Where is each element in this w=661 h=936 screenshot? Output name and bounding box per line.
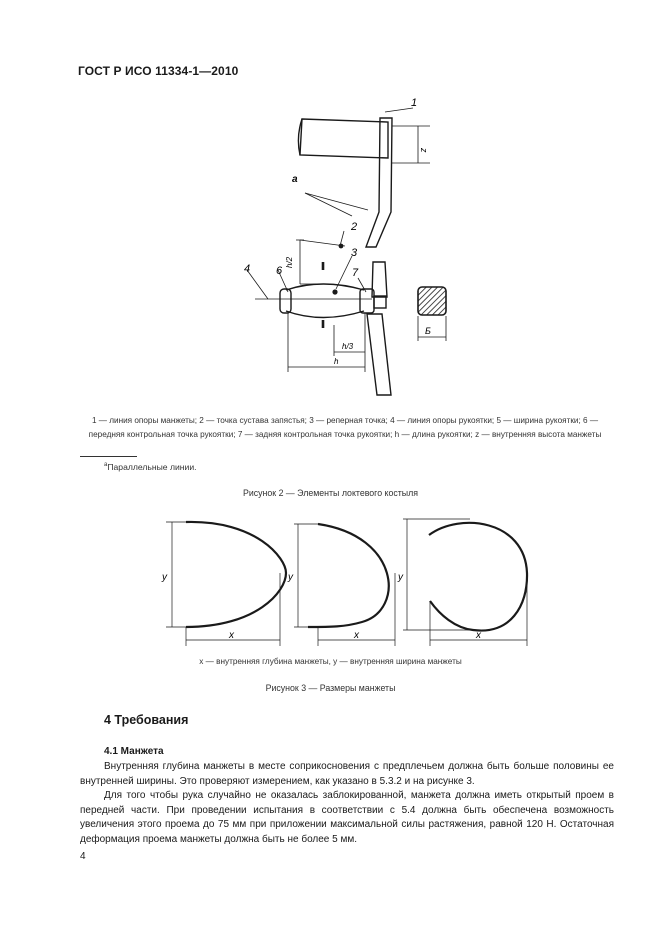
section-title: 4 Требования (104, 713, 189, 727)
figure-3-caption: Рисунок 3 — Размеры манжеты (265, 683, 396, 693)
fig3-x-label-3: x (476, 630, 481, 641)
fig3-y-label-1: y (162, 572, 167, 583)
label-h2: h/2 (285, 256, 294, 268)
fig3-y-label-2: y (288, 572, 293, 583)
label-z: z (419, 148, 429, 153)
label-7: 7 (352, 267, 359, 279)
figure-2-legend: 1 — линия опоры манжеты; 2 — точка сустава запястья; 3 — реперная точка; 4 — линия опоры рукоятки; 5 — ширина рукоятки; 6 — передняя контрольная точка рукоятки; 7 — задняя контрольная точка рукоятки; h — длина рукоятки; z — внутренняя высота манжеты (88, 416, 602, 439)
body-text (80, 760, 614, 848)
document-header: ГОСТ Р ИСО 11334-1—2010 (78, 64, 239, 78)
fig3-y-label-3: y (398, 572, 403, 583)
label-4: 4 (244, 263, 251, 275)
label-6: 6 (276, 265, 283, 277)
footnote: $^a$Параллельные линии. (104, 462, 197, 472)
label-3: 3 (351, 247, 358, 259)
paragraph-1: Внутренняя глубина манжеты в месте соприкосновения с предплечьем должна быть больше половины ее внутренней ширины. Это проверяют измерением, как указано в 5.3.2 и на рисунке 3. (80, 761, 614, 787)
fig3-x-label-1: x (229, 630, 234, 641)
paragraph-2: Для того чтобы рука случайно не оказалась заблокированной, манжета должна иметь открытый проем в передней части. При проведении испытания в соответствии с 5.4 должна быть обеспечена возможность увеличения этого проема до 75 мм при приложении максимальной силы растяжения, равной 120 Н. Остаточная деформация проема манжеты должна быть не более 5 мм. (80, 790, 614, 845)
label-h: h (334, 357, 339, 366)
label-a: a (292, 174, 298, 185)
label-h3: h/3 (342, 342, 354, 351)
figure-2-caption: Рисунок 2 — Элементы локтевого костыля (242, 488, 419, 498)
label-2: 2 (351, 221, 358, 233)
page-number: 4 (80, 851, 86, 862)
figure-3-legend: x — внутренняя глубина манжеты, y — внутренняя ширина манжеты (199, 657, 462, 666)
subsection-title: 4.1 Манжета (104, 746, 164, 757)
label-1: 1 (411, 97, 418, 109)
label-b5: Б (425, 326, 431, 336)
fig3-x-label-2: x (354, 630, 359, 641)
